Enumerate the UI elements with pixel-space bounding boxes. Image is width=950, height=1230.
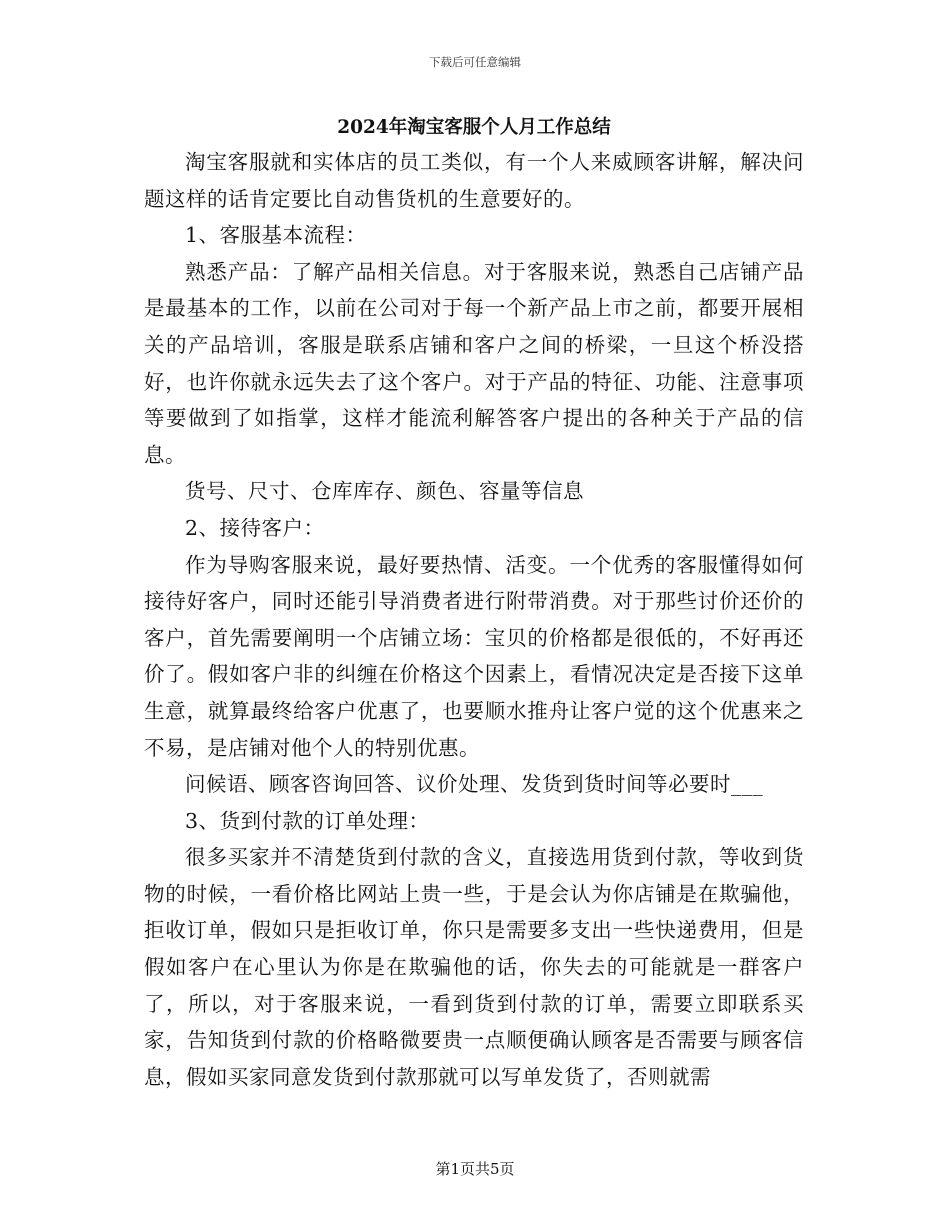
paragraph-intro: 淘宝客服就和实体店的员工类似，有一个人来威顾客讲解，解决问题这样的话肯定要比自动售货机的生意要好的。 [144, 150, 804, 211]
paragraph-reception: 作为导购客服来说，最好要热情、活变。一个优秀的客服懂得如何接待好客户，同时还能引导消费者进行附带消费。对于那些讨价还价的客户，首先需要阐明一个店铺立场：宝贝的价格都是很低的，不好再还价了。假如客户非的纠缠在价格这个因素上，看情况决定是否接下这单生意，就算最终给客户优惠了，也要顺水推舟让客户觉的这个优惠来之不易，是店铺对他个人的特别优惠。 [144, 552, 804, 760]
section-heading-basic-flow: 1、客服基本流程： [185, 223, 367, 248]
page-number: 第1页共5页 [435, 1160, 515, 1178]
document-title: 2024年淘宝客服个人月工作总结 [337, 117, 611, 138]
paragraph-reception-items: 问候语、顾客咨询回答、议价处理、发货到货时间等必要时___ [185, 772, 764, 797]
section-heading-reception: 2、接待客户： [185, 515, 325, 540]
document-body [144, 112, 804, 1095]
paragraph-product-info-list: 货号、尺寸、仓库库存、颜色、容量等信息 [185, 479, 584, 504]
paragraph-know-products: 熟悉产品：了解产品相关信息。对于客服来说，熟悉自己店铺产品是最基本的工作，以前在公司对于每一个新产品上市之前，都要开展相关的产品培训，客服是联系店铺和客户之间的桥梁，一旦这个桥没搭好，也许你就永远失去了这个客户。对于产品的特征、功能、注意事项等要做到了如指掌，这样才能流利解答客户提出的各种关于产品的信息。 [144, 259, 804, 467]
header-note: 下载后可任意编辑 [429, 55, 521, 69]
section-heading-cod-orders: 3、货到付款的订单处理： [185, 808, 430, 833]
paragraph-cod-orders: 很多买家并不清楚货到付款的含义，直接选用货到付款，等收到货物的时候，一看价格比网站上贵一些，于是会认为你店铺是在欺骗他，拒收订单，假如只是拒收订单，你只是需要多支出一些快递费用，但是假如客户在心里认为你是在欺骗他的话，你失去的可能就是一群客户了，所以，对于客服来说，一看到货到付款的订单，需要立即联系买家，告知货到付款的价格略微要贵一点顺便确认顾客是否需要与顾客信息，假如买家同意发货到付款那就可以写单发货了，否则就需 [144, 845, 804, 1089]
